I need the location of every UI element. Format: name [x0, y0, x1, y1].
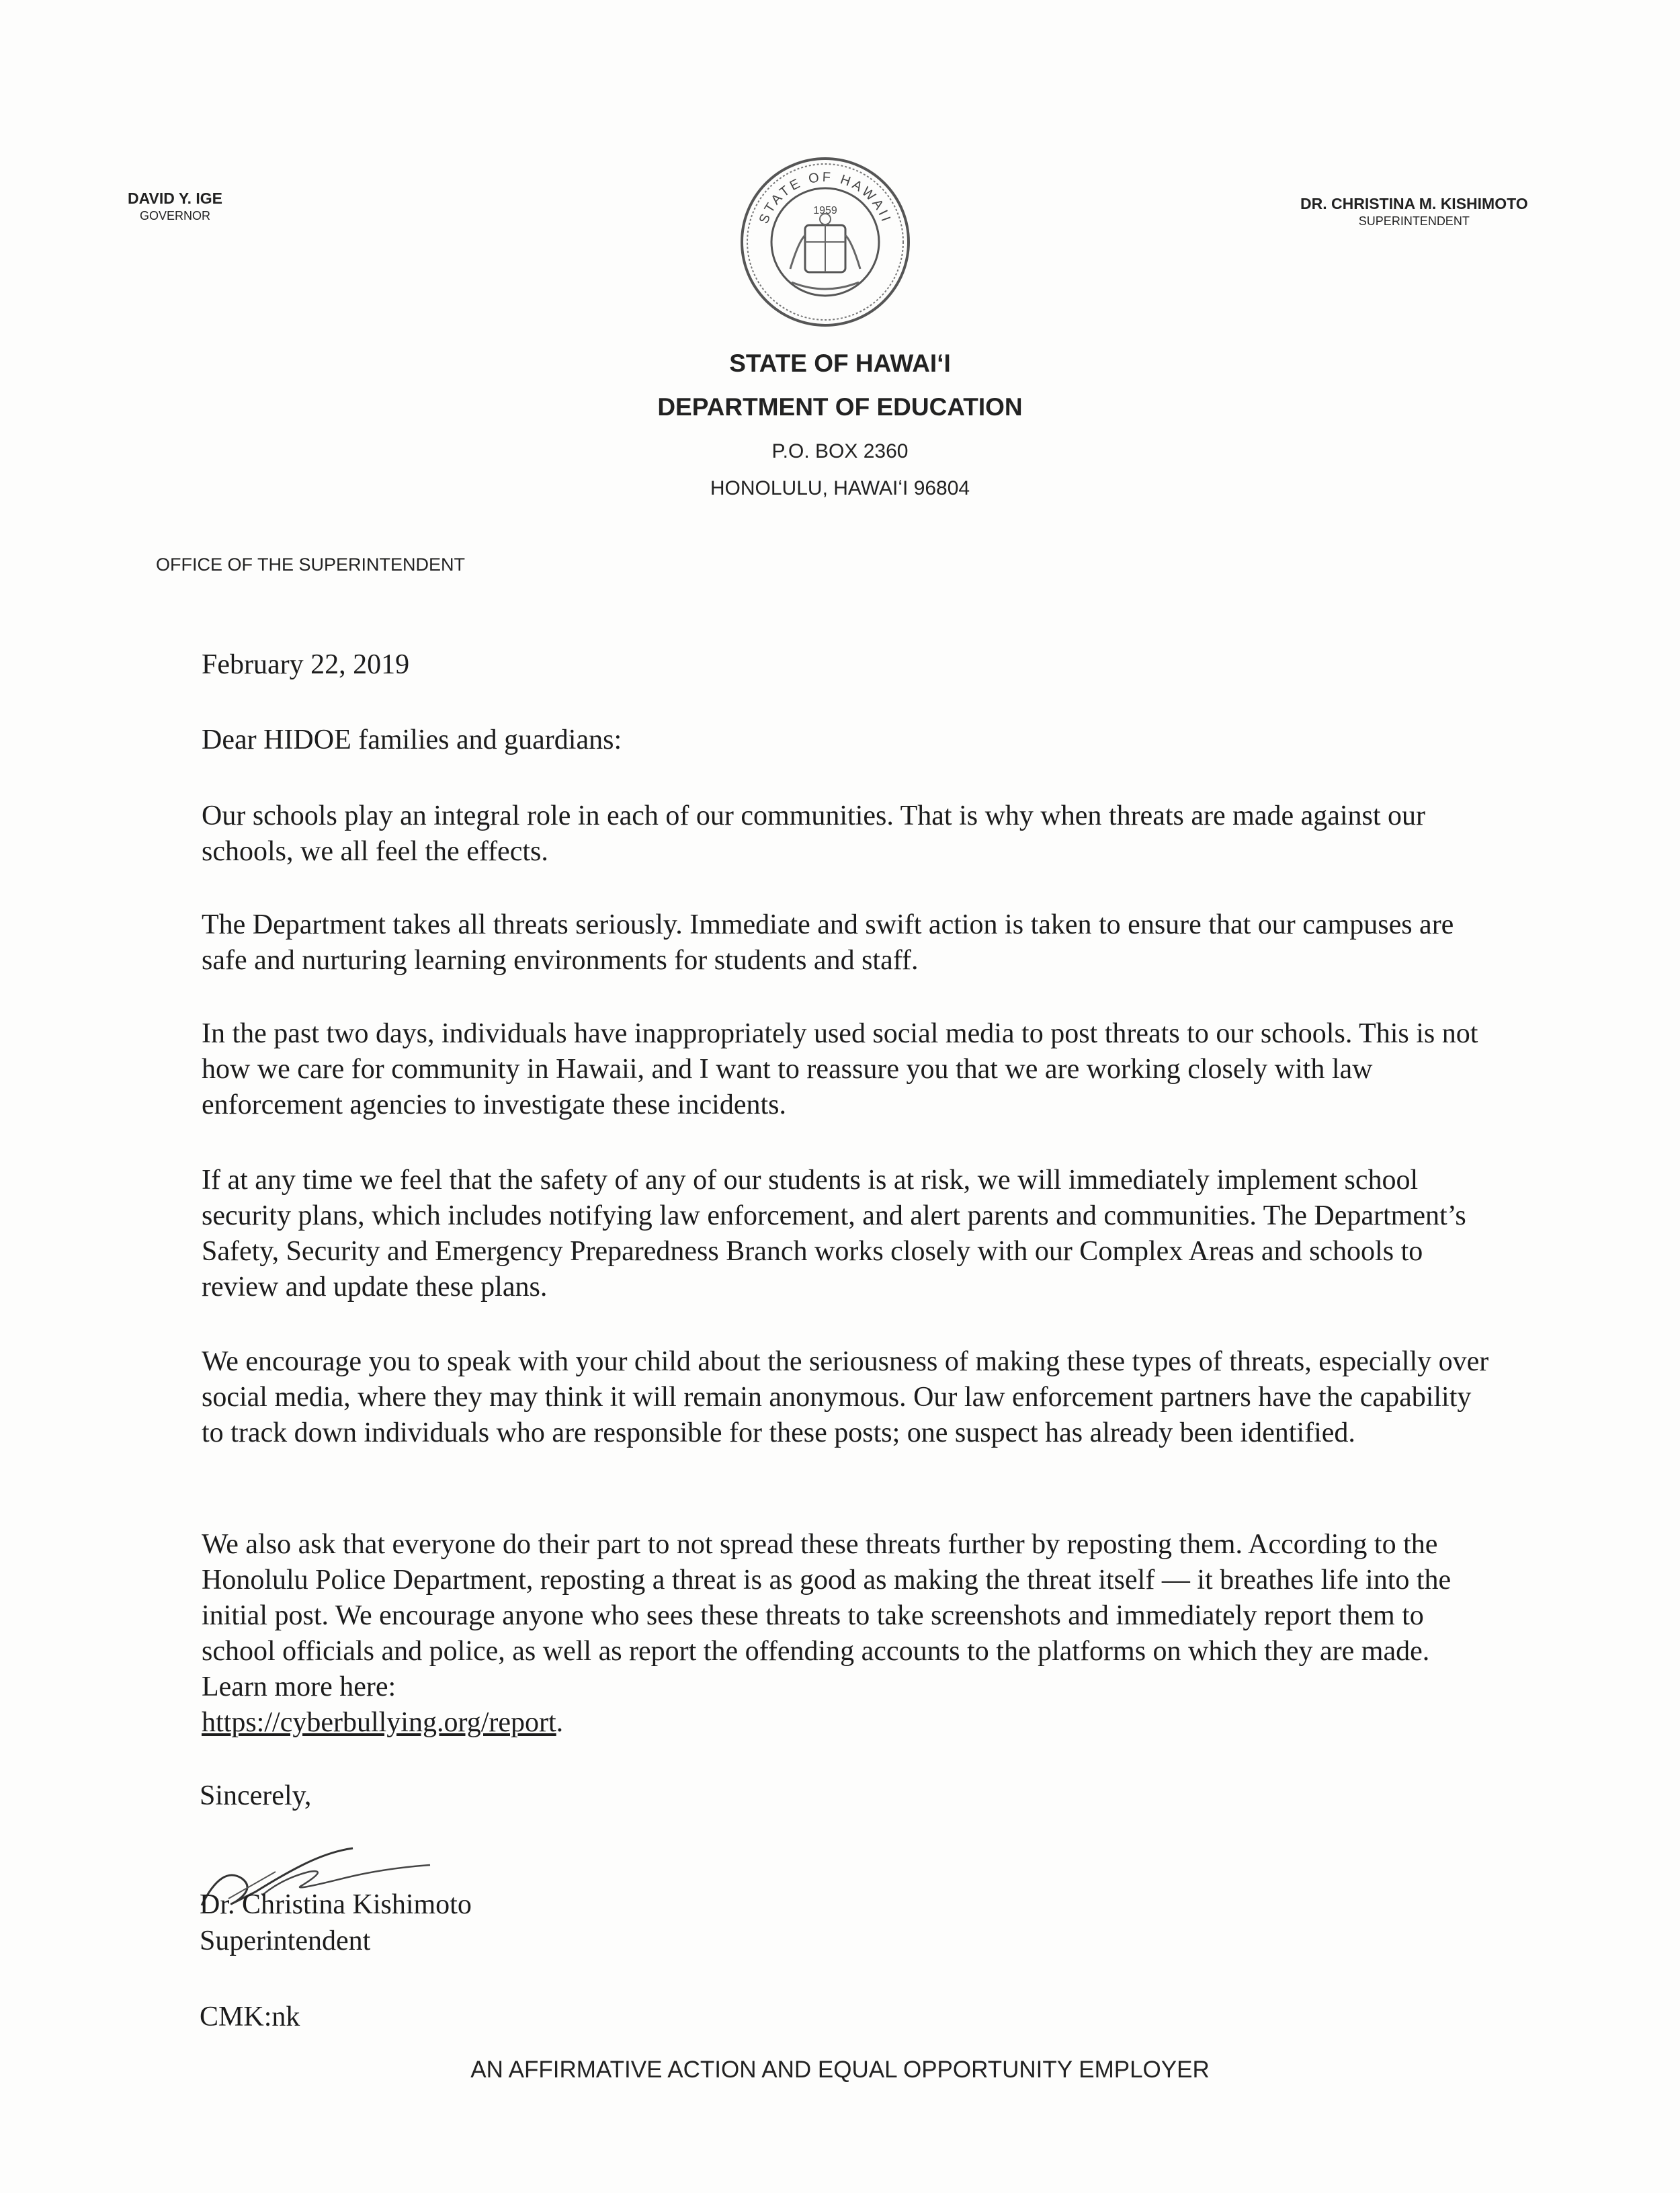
- seal-text: STATE OF HAWAII: [756, 169, 894, 226]
- state-seal-icon: [738, 155, 913, 329]
- paragraph: We encourage you to speak with your child about the seriousness of making these types of threats, especially over social media, where they may think it will remain anonymous. Our law enforcement partners have the capability to track down individuals who are responsible for these posts; one suspect has already been identified.: [202, 1346, 1489, 1448]
- paragraph: Our schools play an integral role in each of our communities. That is why when threats are made against our schools, we all feel the effects.: [202, 800, 1426, 867]
- footer-text: AN AFFIRMATIVE ACTION AND EQUAL OPPORTUNITY EMPLOYER: [470, 2057, 1210, 2083]
- seal-year: 1959: [813, 205, 837, 216]
- superintendent-block: [1300, 195, 1528, 229]
- closing: Sincerely,: [200, 1780, 312, 1811]
- signer-title: Superintendent: [200, 1926, 371, 1956]
- state-heading: STATE OF HAWAIʻI: [729, 349, 951, 377]
- paragraph: In the past two days, individuals have inappropriately used social media to post threats to our schools. This is not how we care for community in Hawaii, and I want to reassure you that we are working closely with law enforcement agencies to investigate these incidents.: [202, 1018, 1478, 1120]
- superintendent-name: DR. CHRISTINA M. KISHIMOTO: [1300, 195, 1528, 212]
- po-box: P.O. BOX 2360: [771, 440, 909, 462]
- superintendent-title: SUPERINTENDENT: [1358, 214, 1470, 228]
- department-heading: DEPARTMENT OF EDUCATION: [657, 393, 1023, 421]
- paragraph: The Department takes all threats seriously. Immediate and swift action is taken to ensure that our campuses are safe and nurturing learning environments for students and staff.: [202, 909, 1454, 976]
- signer-name: Dr. Christina Kishimoto: [200, 1889, 472, 1920]
- governor-block: [128, 190, 222, 223]
- paragraph: If at any time we feel that the safety of any of our students is at risk, we will immediately implement school security plans, which includes notifying law enforcement, and alert parents and communities. The Department’s Safety, Security and Emergency Preparedness Branch works closely with our Complex Areas and schools to review and update these plans.: [202, 1165, 1466, 1302]
- city-address: HONOLULU, HAWAIʻI 96804: [710, 477, 970, 499]
- letter-date: February 22, 2019: [202, 649, 410, 680]
- report-link[interactable]: https://cyberbullying.org/report: [202, 1707, 556, 1738]
- salutation: Dear HIDOE families and guardians:: [202, 725, 622, 755]
- governor-name: DAVID Y. IGE: [128, 190, 223, 207]
- governor-title: GOVERNOR: [140, 209, 211, 222]
- office-label: OFFICE OF THE SUPERINTENDENT: [156, 554, 466, 575]
- paragraph: We also ask that everyone do their part to not spread these threats further by reposting them. According to the Honolulu Police Department, reposting a threat is as good as making the threat itself — it breathes life into the initial post. We encourage anyone who sees these threats to take screenshots and immediately report them to school officials and police, as well as report the offending accounts to the platforms on which they are made. Learn more here: https://cyberbullying.org/report.: [202, 1529, 1452, 1738]
- initials: CMK:nk: [200, 2001, 300, 2032]
